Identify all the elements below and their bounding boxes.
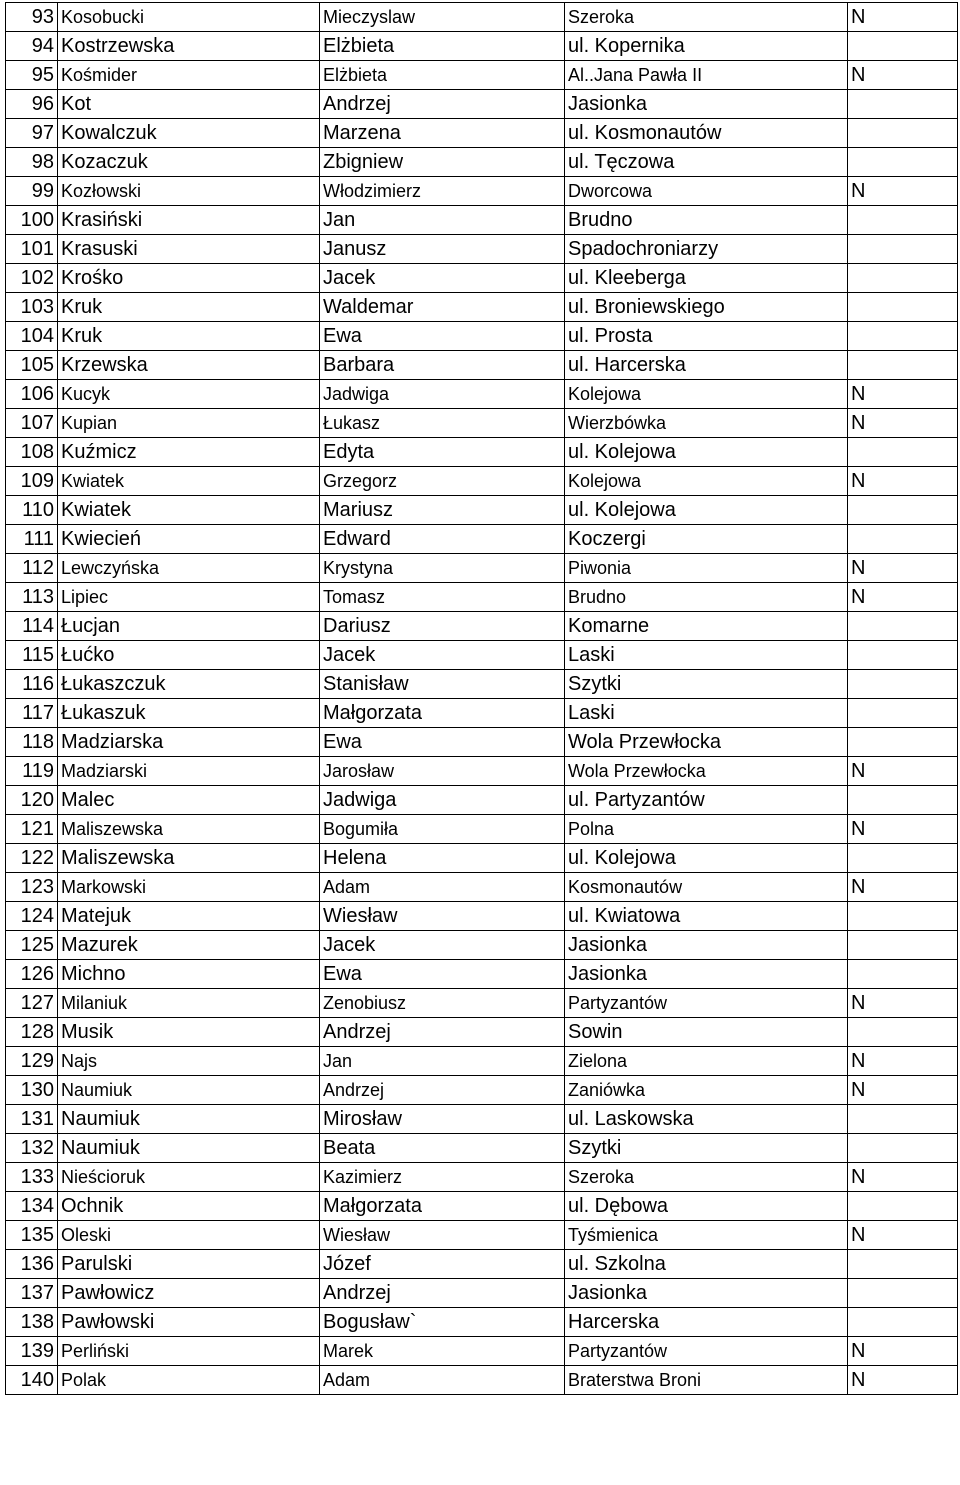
first-name-cell: Adam (320, 1366, 565, 1395)
flag-cell: N (848, 815, 958, 844)
row-number: 125 (6, 931, 58, 960)
table-row (6, 322, 958, 351)
row-number: 136 (6, 1250, 58, 1279)
row-number: 121 (6, 815, 58, 844)
surname-cell: Kruk (58, 293, 320, 322)
table-row (6, 61, 958, 90)
table-row (6, 1134, 958, 1163)
table-row (6, 641, 958, 670)
table-row (6, 32, 958, 61)
flag-cell: N (848, 1076, 958, 1105)
surname-cell: Madziarska (58, 728, 320, 757)
first-name-cell: Zenobiusz (320, 989, 565, 1018)
flag-cell (848, 496, 958, 525)
surname-cell: Maliszewska (58, 815, 320, 844)
flag-cell (848, 1105, 958, 1134)
flag-cell (848, 90, 958, 119)
surname-cell: Maliszewska (58, 844, 320, 873)
flag-cell: N (848, 583, 958, 612)
address-cell: Partyzantów (565, 1337, 848, 1366)
surname-cell: Łućko (58, 641, 320, 670)
surname-cell: Lipiec (58, 583, 320, 612)
table-row (6, 757, 958, 786)
row-number: 115 (6, 641, 58, 670)
surname-cell: Kozaczuk (58, 148, 320, 177)
address-cell: Koczergi (565, 525, 848, 554)
row-number: 99 (6, 177, 58, 206)
table-row (6, 1076, 958, 1105)
first-name-cell: Beata (320, 1134, 565, 1163)
flag-cell (848, 322, 958, 351)
surname-cell: Kostrzewska (58, 32, 320, 61)
address-cell: Sowin (565, 1018, 848, 1047)
first-name-cell: Tomasz (320, 583, 565, 612)
surname-cell: Lewczyńska (58, 554, 320, 583)
surname-cell: Kosobucki (58, 3, 320, 32)
address-cell: Jasionka (565, 90, 848, 119)
surname-cell: Kowalczuk (58, 119, 320, 148)
first-name-cell: Helena (320, 844, 565, 873)
flag-cell (848, 960, 958, 989)
row-number: 97 (6, 119, 58, 148)
row-number: 126 (6, 960, 58, 989)
address-cell: Brudno (565, 206, 848, 235)
address-cell: Zielona (565, 1047, 848, 1076)
row-number: 116 (6, 670, 58, 699)
surname-cell: Oleski (58, 1221, 320, 1250)
row-number: 93 (6, 3, 58, 32)
first-name-cell: Andrzej (320, 1018, 565, 1047)
row-number: 134 (6, 1192, 58, 1221)
flag-cell: N (848, 757, 958, 786)
address-cell: ul. Kleeberga (565, 264, 848, 293)
address-cell: Laski (565, 641, 848, 670)
surname-cell: Łukaszuk (58, 699, 320, 728)
first-name-cell: Małgorzata (320, 699, 565, 728)
first-name-cell: Andrzej (320, 1076, 565, 1105)
flag-cell: N (848, 1221, 958, 1250)
first-name-cell: Jacek (320, 641, 565, 670)
address-cell: ul. Kolejowa (565, 844, 848, 873)
surname-cell: Matejuk (58, 902, 320, 931)
surname-cell: Michno (58, 960, 320, 989)
table-row (6, 90, 958, 119)
row-number: 139 (6, 1337, 58, 1366)
address-cell: Szeroka (565, 1163, 848, 1192)
flag-cell (848, 670, 958, 699)
first-name-cell: Grzegorz (320, 467, 565, 496)
surname-cell: Kwiecień (58, 525, 320, 554)
row-number: 107 (6, 409, 58, 438)
table-row (6, 699, 958, 728)
first-name-cell: Ewa (320, 960, 565, 989)
first-name-cell: Janusz (320, 235, 565, 264)
row-number: 138 (6, 1308, 58, 1337)
row-number: 113 (6, 583, 58, 612)
row-number: 103 (6, 293, 58, 322)
first-name-cell: Edyta (320, 438, 565, 467)
address-cell: Al..Jana Pawła II (565, 61, 848, 90)
table-body (6, 3, 958, 1395)
surname-cell: Naumiuk (58, 1076, 320, 1105)
row-number: 117 (6, 699, 58, 728)
first-name-cell: Zbigniew (320, 148, 565, 177)
row-number: 96 (6, 90, 58, 119)
table-row (6, 815, 958, 844)
first-name-cell: Ewa (320, 728, 565, 757)
surname-cell: Kot (58, 90, 320, 119)
table-row (6, 1221, 958, 1250)
address-cell: Wierzbówka (565, 409, 848, 438)
address-cell: Wola Przewłocka (565, 757, 848, 786)
surname-cell: Pawłowicz (58, 1279, 320, 1308)
table-row (6, 583, 958, 612)
flag-cell: N (848, 177, 958, 206)
first-name-cell: Dariusz (320, 612, 565, 641)
flag-cell (848, 786, 958, 815)
surname-cell: Milaniuk (58, 989, 320, 1018)
first-name-cell: Mirosław (320, 1105, 565, 1134)
address-cell: Zaniówka (565, 1076, 848, 1105)
address-cell: Szytki (565, 1134, 848, 1163)
row-number: 101 (6, 235, 58, 264)
address-cell: Brudno (565, 583, 848, 612)
first-name-cell: Barbara (320, 351, 565, 380)
flag-cell: N (848, 409, 958, 438)
flag-cell (848, 1192, 958, 1221)
table-row (6, 351, 958, 380)
surname-cell: Łukaszczuk (58, 670, 320, 699)
surname-cell: Krasiński (58, 206, 320, 235)
flag-cell: N (848, 467, 958, 496)
address-cell: ul. Prosta (565, 322, 848, 351)
surname-cell: Madziarski (58, 757, 320, 786)
surname-cell: Musik (58, 1018, 320, 1047)
address-cell: ul. Dębowa (565, 1192, 848, 1221)
row-number: 130 (6, 1076, 58, 1105)
first-name-cell: Jan (320, 1047, 565, 1076)
address-cell: Jasionka (565, 960, 848, 989)
flag-cell (848, 438, 958, 467)
flag-cell (848, 206, 958, 235)
address-cell: ul. Tęczowa (565, 148, 848, 177)
surname-cell: Krośko (58, 264, 320, 293)
surname-cell: Kucyk (58, 380, 320, 409)
row-number: 122 (6, 844, 58, 873)
surname-cell: Krasuski (58, 235, 320, 264)
first-name-cell: Andrzej (320, 1279, 565, 1308)
first-name-cell: Józef (320, 1250, 565, 1279)
row-number: 108 (6, 438, 58, 467)
flag-cell (848, 264, 958, 293)
row-number: 100 (6, 206, 58, 235)
address-cell: ul. Laskowska (565, 1105, 848, 1134)
address-cell: Tyśmienica (565, 1221, 848, 1250)
surname-cell: Kwiatek (58, 467, 320, 496)
table-row (6, 206, 958, 235)
flag-cell (848, 728, 958, 757)
row-number: 106 (6, 380, 58, 409)
row-number: 98 (6, 148, 58, 177)
table-row (6, 670, 958, 699)
address-cell: Braterstwa Broni (565, 1366, 848, 1395)
flag-cell (848, 844, 958, 873)
table-row (6, 1337, 958, 1366)
flag-cell: N (848, 989, 958, 1018)
address-cell: Szytki (565, 670, 848, 699)
table-row (6, 960, 958, 989)
flag-cell: N (848, 61, 958, 90)
row-number: 94 (6, 32, 58, 61)
flag-cell (848, 293, 958, 322)
surname-cell: Pawłowski (58, 1308, 320, 1337)
surname-cell: Malec (58, 786, 320, 815)
row-number: 120 (6, 786, 58, 815)
table-row (6, 1192, 958, 1221)
first-name-cell: Waldemar (320, 293, 565, 322)
surname-cell: Naumiuk (58, 1134, 320, 1163)
row-number: 135 (6, 1221, 58, 1250)
table-row (6, 1308, 958, 1337)
table-row (6, 1366, 958, 1395)
address-cell: ul. Kolejowa (565, 438, 848, 467)
table-row (6, 902, 958, 931)
address-cell: ul. Partyzantów (565, 786, 848, 815)
row-number: 123 (6, 873, 58, 902)
address-cell: ul. Kolejowa (565, 496, 848, 525)
address-cell: Jasionka (565, 931, 848, 960)
table-row (6, 409, 958, 438)
table-row (6, 1018, 958, 1047)
address-cell: Komarne (565, 612, 848, 641)
flag-cell (848, 902, 958, 931)
address-cell: Polna (565, 815, 848, 844)
table-row (6, 844, 958, 873)
address-cell: Szeroka (565, 3, 848, 32)
flag-cell (848, 32, 958, 61)
first-name-cell: Mariusz (320, 496, 565, 525)
address-cell: ul. Kwiatowa (565, 902, 848, 931)
address-cell: Kolejowa (565, 380, 848, 409)
surname-cell: Perliński (58, 1337, 320, 1366)
first-name-cell: Marzena (320, 119, 565, 148)
table-row (6, 1105, 958, 1134)
table-row (6, 1250, 958, 1279)
flag-cell: N (848, 873, 958, 902)
row-number: 124 (6, 902, 58, 931)
row-number: 137 (6, 1279, 58, 1308)
first-name-cell: Stanisław (320, 670, 565, 699)
flag-cell (848, 931, 958, 960)
surname-cell: Kwiatek (58, 496, 320, 525)
row-number: 105 (6, 351, 58, 380)
first-name-cell: Wiesław (320, 902, 565, 931)
first-name-cell: Włodzimierz (320, 177, 565, 206)
address-cell: Kosmonautów (565, 873, 848, 902)
row-number: 140 (6, 1366, 58, 1395)
flag-cell (848, 1018, 958, 1047)
flag-cell: N (848, 1047, 958, 1076)
address-cell: Jasionka (565, 1279, 848, 1308)
table-row (6, 119, 958, 148)
address-cell: ul. Kosmonautów (565, 119, 848, 148)
table-row (6, 931, 958, 960)
first-name-cell: Bogusław` (320, 1308, 565, 1337)
flag-cell (848, 1279, 958, 1308)
first-name-cell: Jarosław (320, 757, 565, 786)
surname-cell: Nieścioruk (58, 1163, 320, 1192)
flag-cell (848, 699, 958, 728)
first-name-cell: Wiesław (320, 1221, 565, 1250)
table-row (6, 1047, 958, 1076)
surname-cell: Kupian (58, 409, 320, 438)
row-number: 109 (6, 467, 58, 496)
flag-cell (848, 148, 958, 177)
row-number: 118 (6, 728, 58, 757)
first-name-cell: Elżbieta (320, 61, 565, 90)
row-number: 110 (6, 496, 58, 525)
row-number: 102 (6, 264, 58, 293)
surname-cell: Krzewska (58, 351, 320, 380)
flag-cell: N (848, 1366, 958, 1395)
table-row (6, 380, 958, 409)
table-row (6, 1163, 958, 1192)
surname-cell: Kośmider (58, 61, 320, 90)
flag-cell: N (848, 380, 958, 409)
flag-cell: N (848, 1163, 958, 1192)
first-name-cell: Ewa (320, 322, 565, 351)
first-name-cell: Krystyna (320, 554, 565, 583)
first-name-cell: Marek (320, 1337, 565, 1366)
address-cell: Dworcowa (565, 177, 848, 206)
first-name-cell: Jacek (320, 264, 565, 293)
surname-cell: Łucjan (58, 612, 320, 641)
surname-cell: Parulski (58, 1250, 320, 1279)
flag-cell (848, 1250, 958, 1279)
flag-cell: N (848, 554, 958, 583)
flag-cell (848, 235, 958, 264)
row-number: 133 (6, 1163, 58, 1192)
surname-cell: Polak (58, 1366, 320, 1395)
first-name-cell: Edward (320, 525, 565, 554)
flag-cell (848, 1308, 958, 1337)
surname-cell: Naumiuk (58, 1105, 320, 1134)
table-row (6, 235, 958, 264)
table-row (6, 873, 958, 902)
first-name-cell: Adam (320, 873, 565, 902)
surname-cell: Kuźmicz (58, 438, 320, 467)
residents-table (5, 2, 958, 1395)
address-cell: ul. Broniewskiego (565, 293, 848, 322)
flag-cell: N (848, 3, 958, 32)
first-name-cell: Kazimierz (320, 1163, 565, 1192)
surname-cell: Kozłowski (58, 177, 320, 206)
row-number: 95 (6, 61, 58, 90)
flag-cell (848, 641, 958, 670)
table-row (6, 264, 958, 293)
first-name-cell: Małgorzata (320, 1192, 565, 1221)
table-row (6, 525, 958, 554)
table-row (6, 989, 958, 1018)
table-row (6, 438, 958, 467)
row-number: 111 (6, 525, 58, 554)
table-row (6, 554, 958, 583)
first-name-cell: Łukasz (320, 409, 565, 438)
address-cell: Harcerska (565, 1308, 848, 1337)
first-name-cell: Jan (320, 206, 565, 235)
address-cell: Kolejowa (565, 467, 848, 496)
table-row (6, 467, 958, 496)
surname-cell: Najs (58, 1047, 320, 1076)
table-row (6, 786, 958, 815)
surname-cell: Kruk (58, 322, 320, 351)
row-number: 132 (6, 1134, 58, 1163)
first-name-cell: Elżbieta (320, 32, 565, 61)
flag-cell (848, 119, 958, 148)
table-row (6, 177, 958, 206)
address-cell: Wola Przewłocka (565, 728, 848, 757)
address-cell: ul. Harcerska (565, 351, 848, 380)
surname-cell: Markowski (58, 873, 320, 902)
first-name-cell: Bogumiła (320, 815, 565, 844)
table-row (6, 612, 958, 641)
table-row (6, 728, 958, 757)
flag-cell: N (848, 1337, 958, 1366)
first-name-cell: Jadwiga (320, 380, 565, 409)
row-number: 131 (6, 1105, 58, 1134)
flag-cell (848, 525, 958, 554)
address-cell: ul. Szkolna (565, 1250, 848, 1279)
address-cell: Piwonia (565, 554, 848, 583)
address-cell: Spadochroniarzy (565, 235, 848, 264)
surname-cell: Mazurek (58, 931, 320, 960)
row-number: 112 (6, 554, 58, 583)
row-number: 128 (6, 1018, 58, 1047)
flag-cell (848, 1134, 958, 1163)
first-name-cell: Jadwiga (320, 786, 565, 815)
table-row (6, 496, 958, 525)
table-row (6, 3, 958, 32)
surname-cell: Ochnik (58, 1192, 320, 1221)
table-row (6, 293, 958, 322)
row-number: 104 (6, 322, 58, 351)
address-cell: Partyzantów (565, 989, 848, 1018)
table-row (6, 1279, 958, 1308)
flag-cell (848, 612, 958, 641)
row-number: 114 (6, 612, 58, 641)
first-name-cell: Jacek (320, 931, 565, 960)
row-number: 119 (6, 757, 58, 786)
first-name-cell: Mieczyslaw (320, 3, 565, 32)
address-cell: ul. Kopernika (565, 32, 848, 61)
row-number: 127 (6, 989, 58, 1018)
first-name-cell: Andrzej (320, 90, 565, 119)
row-number: 129 (6, 1047, 58, 1076)
table-row (6, 148, 958, 177)
flag-cell (848, 351, 958, 380)
address-cell: Laski (565, 699, 848, 728)
